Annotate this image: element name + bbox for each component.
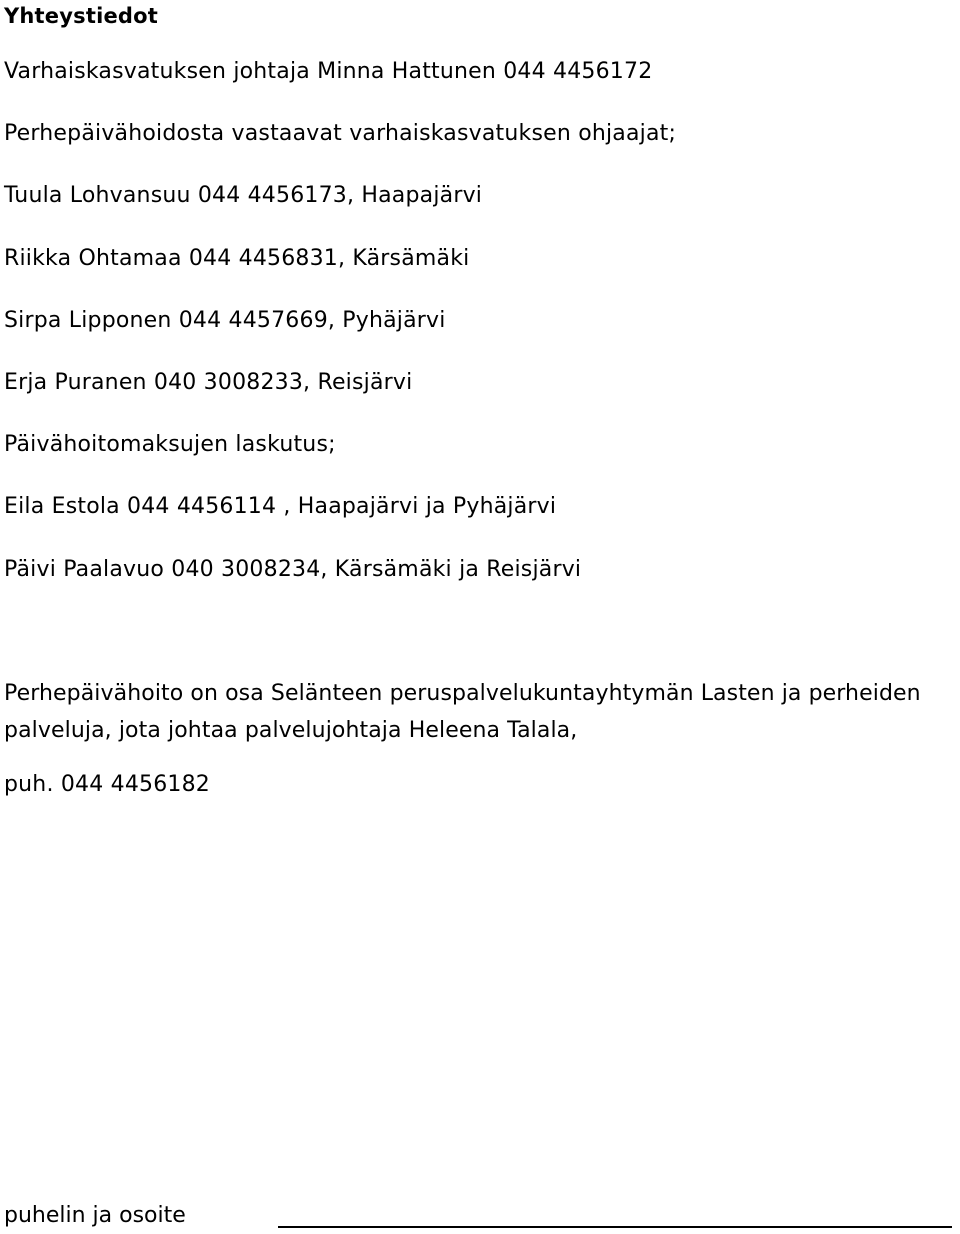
supervisor-item: Sirpa Lipponen 044 4457669, Pyhäjärvi xyxy=(4,308,446,333)
billing-item: Eila Estola 044 4456114 , Haapajärvi ja Pyhäjärvi xyxy=(4,494,557,519)
billing-title: Päivähoitomaksujen laskutus; xyxy=(4,432,336,457)
service-director-phone: puh. 044 4456182 xyxy=(4,772,211,797)
info-paragraph: Perhepäivähoito on osa Selänteen peruspalvelukuntayhtymän Lasten ja perheiden palveluja, jota johtaa palvelujohtaja Heleena Talala, xyxy=(4,681,921,743)
supervisor-item: Riikka Ohtamaa 044 4456831, Kärsämäki xyxy=(4,246,470,271)
contact-field-label: puhelin ja osoite xyxy=(4,1203,186,1228)
supervisor-item: Tuula Lohvansuu 044 4456173, Haapajärvi xyxy=(4,183,483,208)
supervisor-item: Erja Puranen 040 3008233, Reisjärvi xyxy=(4,370,413,395)
billing-item: Päivi Paalavuo 040 3008234, Kärsämäki ja Reisjärvi xyxy=(4,557,582,582)
contact-fill-line[interactable] xyxy=(278,1226,952,1228)
supervisors-title: Perhepäivähoidosta vastaavat varhaiskasvatuksen ohjaajat; xyxy=(4,121,677,146)
page-title: Yhteystiedot xyxy=(4,4,159,28)
director-contact: Varhaiskasvatuksen johtaja Minna Hattunen 044 4456172 xyxy=(4,59,653,84)
